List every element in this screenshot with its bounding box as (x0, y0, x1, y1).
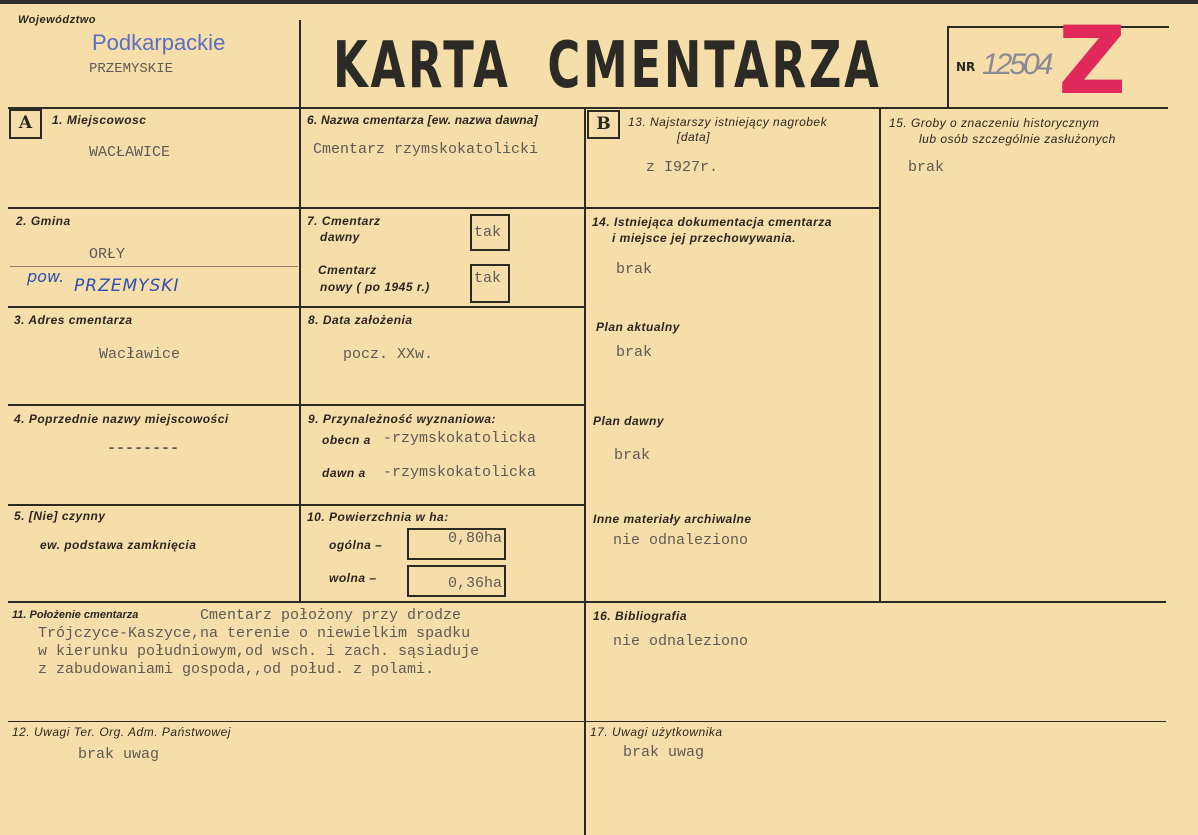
value-polozenie-line-1: Cmentarz położony przy drodze (200, 607, 462, 624)
label-miejscowosc: 1. Miejscowosc (52, 113, 147, 127)
label-data-zalozenia: 8. Data założenia (308, 313, 413, 327)
label-gmina: 2. Gmina (16, 214, 71, 228)
value-groby: brak (908, 159, 945, 176)
value-obecna: -rzymskokatolicka (383, 430, 537, 447)
divider (8, 721, 1166, 722)
pow-value: PRZEMYSKI (74, 276, 180, 296)
divider (8, 404, 585, 406)
value-uwagi-ter-org: brak uwag (78, 746, 160, 763)
card-title: KARTA CMENTARZA (333, 29, 882, 103)
divider (8, 306, 585, 308)
divider (879, 108, 881, 602)
nr-value: 12504 (982, 48, 1051, 81)
pow-label: pow. (27, 267, 65, 286)
value-nazwa-cmentarza: Cmentarz rzymskokatolicki (313, 141, 539, 158)
label-groby-2: lub osób szczególnie zasłużonych (919, 132, 1116, 146)
label-dawna: dawn a (322, 466, 366, 480)
value-gmina: ORŁY (89, 246, 126, 263)
value-inne-materialy: nie odnaleziono (613, 532, 749, 549)
label-najstarszy-nagrobek-data: [data] (677, 130, 711, 144)
label-podstawa-zamkniecia: ew. podstawa zamknięcia (40, 538, 197, 552)
value-bibliografia: nie odnaleziono (613, 633, 749, 650)
label-cmentarz-dawny-2: dawny (320, 230, 360, 244)
value-adres: Wacławice (99, 346, 181, 363)
label-poprzednie-nazwy: 4. Poprzednie nazwy miejscowości (14, 412, 229, 426)
label-bibliografia: 16. Bibliografia (593, 609, 688, 623)
label-dokumentacja-1: 14. Istniejąca dokumentacja cmentarza (592, 215, 832, 229)
divider (8, 504, 585, 506)
section-a-badge: A (9, 109, 42, 139)
value-data-zalozenia: pocz. XXw. (343, 346, 434, 363)
label-powierzchnia: 10. Powierzchnia w ha: (307, 510, 449, 524)
scan-edge (0, 0, 1198, 4)
label-wolna: wolna – (329, 571, 377, 585)
value-poprzednie-nazwy: -------- (107, 440, 180, 457)
value-polozenie-line-2: Trójczyce-Kaszyce,na terenie o niewielkim spadku (38, 625, 471, 642)
label-polozenie: 11. Położenie cmentarza (12, 609, 139, 621)
label-obecna: obecn a (322, 433, 371, 447)
label-inne-materialy: Inne materiały archiwalne (593, 512, 752, 526)
divider (299, 108, 301, 602)
label-cmentarz-nowy-1: Cmentarz (318, 263, 377, 277)
label-nazwa-cmentarza: 6. Nazwa cmentarza [ew. nazwa dawna] (307, 113, 538, 127)
section-b-badge: B (587, 110, 620, 139)
value-cmentarz-nowy: tak (470, 264, 510, 303)
value-polozenie-line-3: w kierunku południowym,od wsch. i zach. sąsiaduje (38, 643, 480, 660)
label-cmentarz-nowy-2: nowy ( po 1945 r.) (320, 280, 430, 294)
label-groby-1: 15. Groby o znaczeniu historycznym (889, 116, 1100, 130)
label-najstarszy-nagrobek: 13. Najstarszy istniejący nagrobek (628, 115, 828, 129)
wojewodztwo-label: Województwo (18, 14, 97, 26)
label-uwagi-uzytkownika: 17. Uwagi użytkownika (590, 725, 723, 739)
label-ogolna: ogólna – (329, 538, 383, 552)
label-dokumentacja-2: i miejsce jej przechowywania. (612, 231, 796, 245)
value-miejscowosc: WACŁAWICE (89, 144, 171, 161)
red-z-mark: Z (1058, 7, 1127, 116)
value-wolna: 0,36ha (407, 565, 506, 597)
divider (8, 207, 880, 209)
divider (8, 601, 1166, 603)
label-cmentarz-dawny-1: 7. Cmentarz (307, 214, 381, 228)
value-uwagi-uzytkownika: brak uwag (623, 744, 705, 761)
divider (584, 108, 586, 835)
value-plan-aktualny: brak (616, 344, 653, 361)
wojewodztwo-stamp: Podkarpackie (92, 30, 226, 55)
nr-label: NR (956, 60, 976, 74)
value-ogolna: 0,80ha (407, 528, 506, 560)
value-dawna: -rzymskokatolicka (383, 464, 537, 481)
label-plan-dawny: Plan dawny (593, 414, 665, 428)
label-uwagi-ter-org: 12. Uwagi Ter. Org. Adm. Państwowej (12, 725, 231, 739)
value-polozenie-line-4: z zabudowaniami gospoda,,od połud. z polami. (38, 661, 435, 678)
label-czynny: 5. [Nie] czynny (14, 509, 106, 523)
value-najstarszy-nagrobek: z I927r. (646, 159, 719, 176)
wojewodztwo-value: PRZEMYSKIE (89, 61, 174, 77)
label-adres: 3. Adres cmentarza (14, 313, 133, 327)
label-przynaleznosc: 9. Przynależność wyznaniowa: (308, 412, 497, 426)
value-cmentarz-dawny: tak (470, 214, 510, 251)
value-plan-dawny: brak (614, 447, 651, 464)
value-dokumentacja: brak (616, 261, 653, 278)
label-plan-aktualny: Plan aktualny (596, 320, 680, 334)
divider (299, 20, 301, 108)
